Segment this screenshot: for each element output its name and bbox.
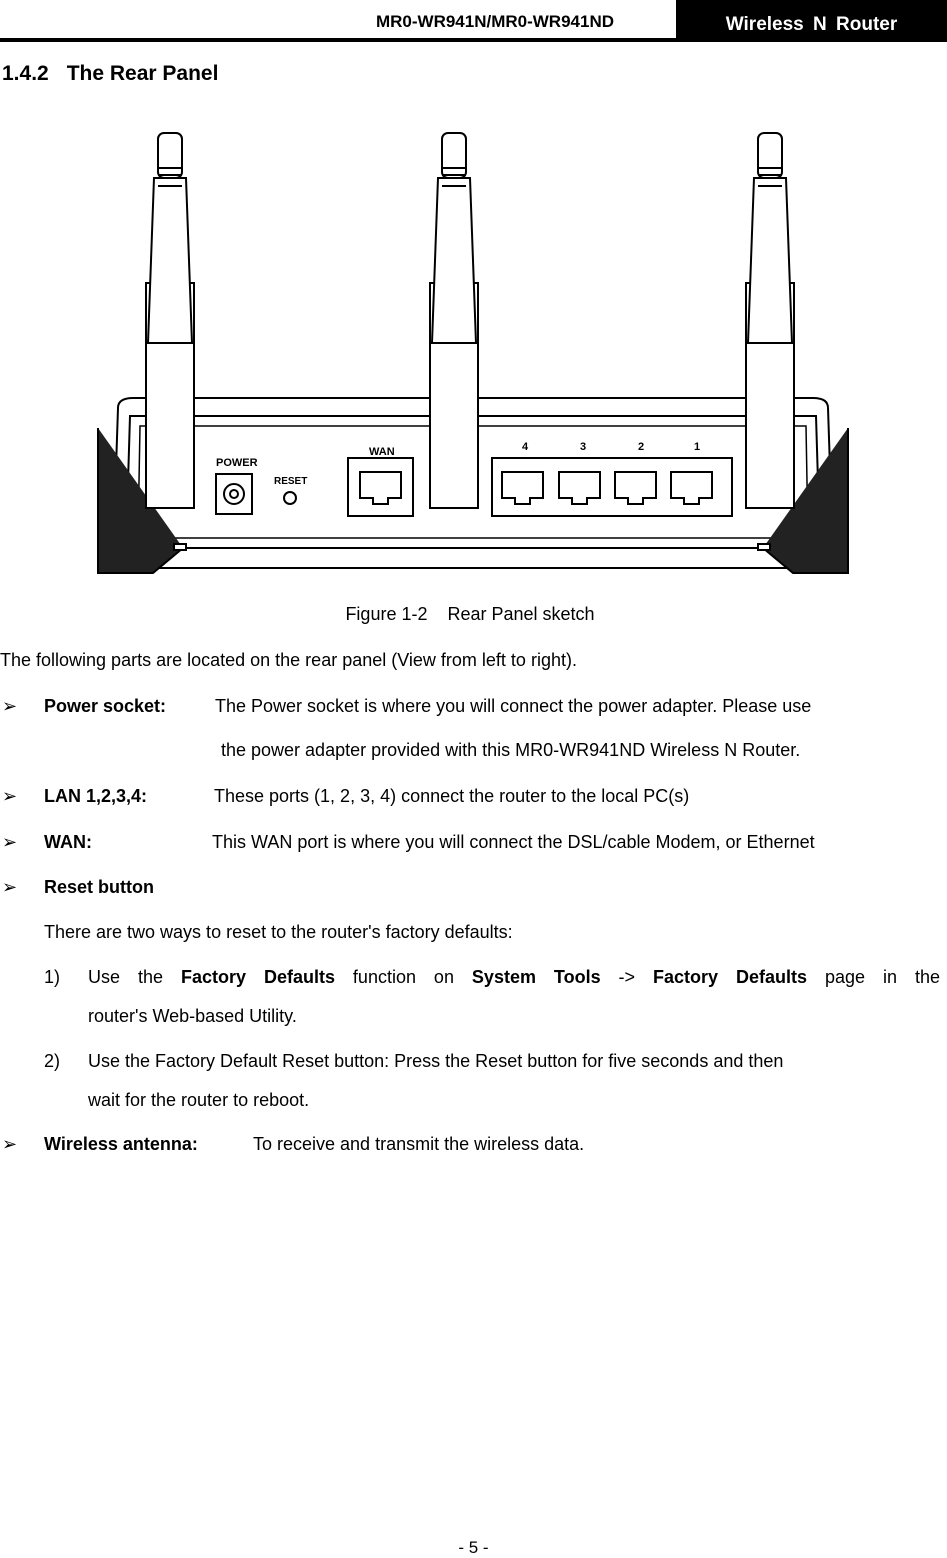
antenna-desc: To receive and transmit the wireless data.: [253, 1134, 585, 1154]
power-label: POWER: [216, 457, 258, 469]
section-number: 1.4.2: [2, 62, 49, 85]
lan-port-label-3: 3: [580, 441, 587, 453]
bullet-icon: ➢: [2, 696, 18, 716]
lan-port-label-4: 4: [522, 441, 529, 453]
power-socket-desc-line1: The Power socket is where you will connect the power adapter. Please use: [215, 696, 812, 716]
step-1-line2: router's Web-based Utility.: [88, 1006, 297, 1026]
section-title: [2, 62, 218, 86]
antenna-left: [146, 133, 194, 508]
reset-intro: There are two ways to reset to the router's factory defaults:: [44, 922, 513, 942]
section-title-text: The Rear Panel: [66, 62, 219, 85]
step-2-line2: wait for the router to reboot.: [88, 1090, 310, 1110]
figure-caption: Figure 1-2 Rear Panel sketch: [345, 604, 595, 624]
wan-desc: This WAN port is where you will connect the DSL/cable Modem, or Ethernet: [212, 832, 815, 852]
header-product-tag: Wireless N Router: [676, 0, 947, 41]
antenna-right: [746, 133, 794, 508]
lan-port-label-2: 2: [638, 441, 645, 453]
header-rule: [0, 38, 947, 42]
step-1-number: 1): [44, 967, 61, 987]
intro-paragraph: The following parts are located on the rear panel (View from left to right).: [0, 650, 577, 670]
wan-term: WAN:: [44, 832, 92, 852]
step-2-line1: Use the Factory Default Reset button: Press the Reset button for five seconds and then: [88, 1051, 784, 1071]
power-socket-term: Power socket:: [44, 696, 167, 716]
reset-label: RESET: [274, 476, 308, 487]
step-2-number: 2): [44, 1051, 61, 1071]
page-number: - 5 -: [458, 1538, 489, 1557]
reset-term: Reset button: [44, 877, 154, 897]
antenna-center: [430, 133, 478, 508]
step-1-line1: Use the Factory Defaults function on System Tools -> Factory Defaults page in the: [88, 967, 940, 987]
power-socket-desc-line2: the power adapter provided with this MR0-WR941ND Wireless N Router.: [221, 740, 801, 760]
bullet-icon: ➢: [2, 832, 18, 852]
lan-desc: These ports (1, 2, 3, 4) connect the router to the local PC(s): [214, 786, 690, 806]
bullet-icon: ➢: [2, 786, 18, 806]
bullet-icon: ➢: [2, 1134, 18, 1154]
rear-panel-figure: [88, 118, 858, 584]
lan-port-label-1: 1: [694, 441, 701, 453]
antenna-term: Wireless antenna:: [44, 1134, 198, 1154]
header-model: MR0-WR941N/MR0-WR941ND: [375, 12, 615, 31]
wan-label: WAN: [369, 446, 395, 458]
lan-term: LAN 1,2,3,4:: [44, 786, 148, 806]
bullet-icon: ➢: [2, 877, 18, 897]
